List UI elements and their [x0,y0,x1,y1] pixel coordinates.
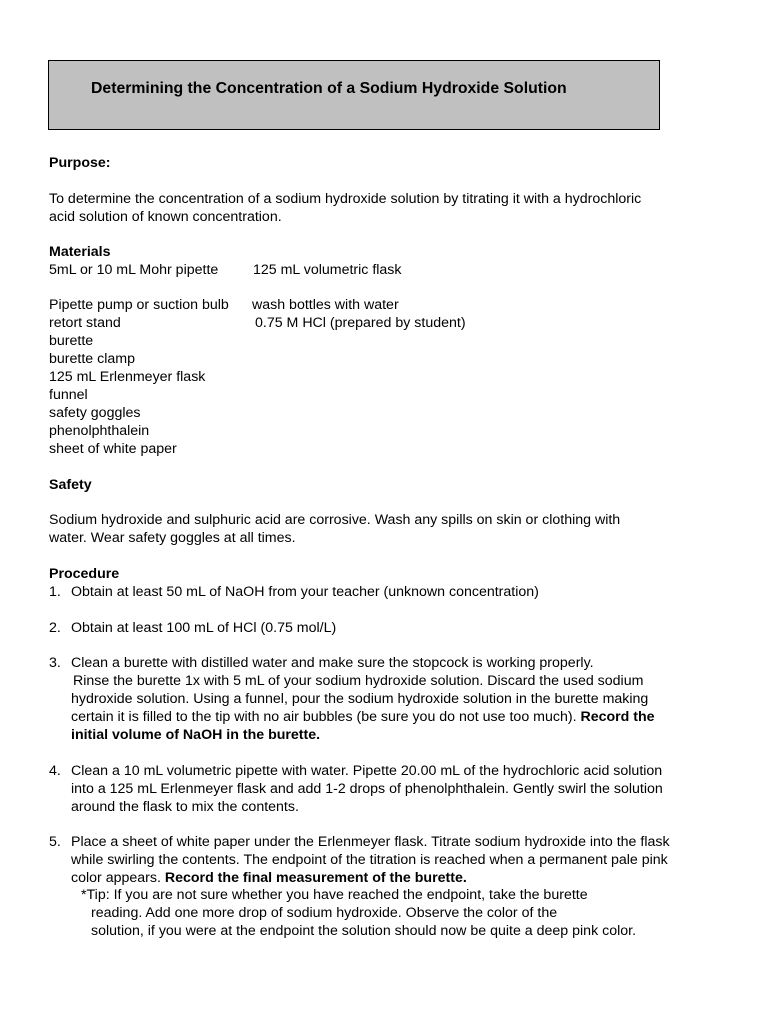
material-item: 125 mL Erlenmeyer flask [49,369,206,385]
step-5-text: color appears. [71,870,165,886]
step-4-line: around the flask to mix the contents. [71,799,299,815]
step-number: 5. [49,834,61,850]
step-5-line: while swirling the contents. The endpoint of the titration is reached when a permanent pale pink [71,852,668,868]
step-3-line: Rinse the burette 1x with 5 mL of your sodium hydroxide solution. Discard the used sodium [73,673,644,689]
material-item: phenolphthalein [49,423,150,439]
material-item: burette [49,333,94,349]
step-1-text: Obtain at least 50 mL of NaOH from your teacher (unknown concentration) [71,584,539,600]
material-item: Pipette pump or suction bulb [49,297,229,313]
step-4-line: into a 125 mL Erlenmeyer flask and add 1-2 drops of phenolphthalein. Gently swirl the solution [71,781,663,797]
record-instruction: initial volume of NaOH in the burette. [71,727,321,743]
step-2-text: Obtain at least 100 mL of HCl (0.75 mol/L) [71,620,337,636]
safety-heading: Safety [49,477,92,493]
record-instruction: Record the [580,709,655,725]
safety-line-1: Sodium hydroxide and sulphuric acid are corrosive. Wash any spills on skin or clothing with [49,512,621,528]
step-3-line: Clean a burette with distilled water and make sure the stopcock is working properly. [71,655,594,671]
material-item: 0.75 M HCl (prepared by student) [255,315,466,331]
step-5-line: Place a sheet of white paper under the Erlenmeyer flask. Titrate sodium hydroxide into the flask [71,834,670,850]
step-number: 2. [49,620,61,636]
safety-line-2: water. Wear safety goggles at all times. [49,530,296,546]
purpose-line-1: To determine the concentration of a sodium hydroxide solution by titrating it with a hydrochloric [49,191,642,207]
material-item: funnel [49,387,88,403]
step-3-line [71,708,655,726]
record-instruction: Record the final measurement of the burette. [164,870,467,886]
step-number: 1. [49,584,61,600]
procedure-heading: Procedure [49,566,120,582]
material-item: burette clamp [49,351,135,367]
step-number: 4. [49,763,61,779]
material-item: 125 mL volumetric flask [253,262,402,278]
step-4-line: Clean a 10 mL volumetric pipette with water. Pipette 20.00 mL of the hydrochloric acid solution [71,763,663,779]
material-item: 5mL or 10 mL Mohr pipette [49,262,219,278]
purpose-heading: Purpose: [49,155,111,171]
tip-line: *Tip: If you are not sure whether you have reached the endpoint, take the burette [81,887,588,903]
material-item: sheet of white paper [49,441,177,457]
material-item: safety goggles [49,405,141,421]
material-item: wash bottles with water [252,297,399,313]
purpose-line-2: acid solution of known concentration. [49,209,282,225]
step-3-text: certain it is filled to the tip with no air bubbles (be sure you do not use too much). [71,709,581,725]
tip-line: reading. Add one more drop of sodium hydroxide. Observe the color of the [91,905,558,921]
step-number: 3. [49,655,61,671]
title-box [48,60,660,130]
step-5-line [71,869,467,887]
materials-heading: Materials [49,244,111,260]
tip-line: solution, if you were at the endpoint the solution should now be quite a deep pink color. [91,923,637,939]
document-title: Determining the Concentration of a Sodium Hydroxide Solution [91,80,567,97]
step-3-line: hydroxide solution. Using a funnel, pour the sodium hydroxide solution in the burette making [71,691,649,707]
material-item: retort stand [49,315,121,331]
